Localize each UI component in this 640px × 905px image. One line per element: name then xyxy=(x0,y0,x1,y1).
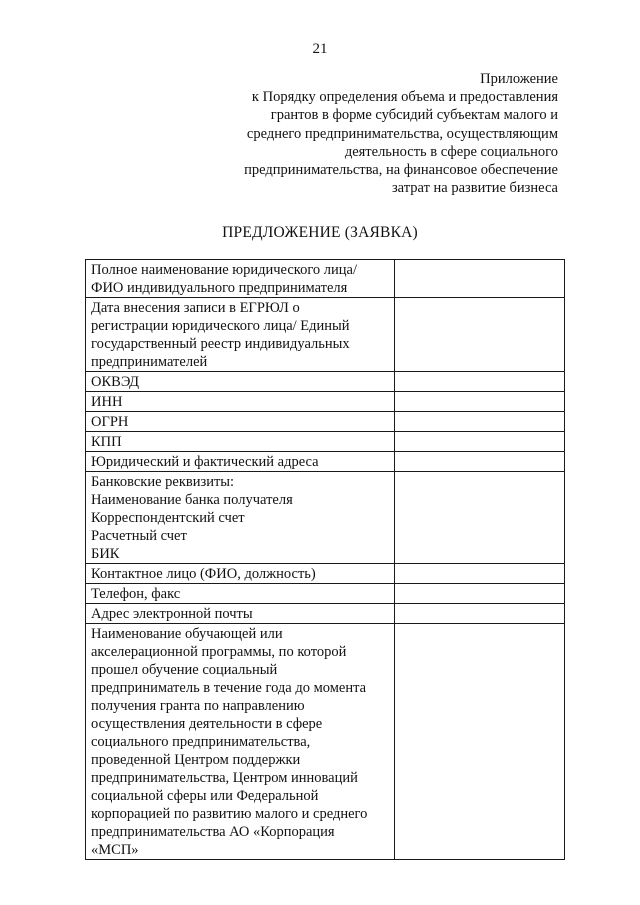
form-field-label-line: социальной сферы или Федеральной xyxy=(91,788,319,804)
form-field-value[interactable] xyxy=(395,298,565,372)
form-field-label-line: ОКВЭД xyxy=(91,374,140,390)
form-field-label-line: регистрации юридического лица/ Единый xyxy=(91,318,350,334)
form-field-label-line: Расчетный счет xyxy=(91,528,187,544)
annex-line: деятельность в сфере социального xyxy=(344,143,558,160)
form-field-value[interactable] xyxy=(395,392,565,412)
form-row xyxy=(86,604,565,624)
form-field-label-line: ИНН xyxy=(91,394,123,410)
form-field-label-line: Дата внесения записи в ЕГРЮЛ о xyxy=(91,300,300,316)
form-field-label-line: БИК xyxy=(91,546,120,562)
form-field-label xyxy=(86,604,395,624)
form-field-label-line: КПП xyxy=(91,434,122,450)
form-field-label xyxy=(86,564,395,584)
form-field-label-line: получения гранта по направлению xyxy=(91,698,305,714)
form-field-label xyxy=(86,452,395,472)
form-field-label xyxy=(86,624,395,860)
form-field-label-line: прошел обучение социальный xyxy=(91,662,278,678)
form-field-label xyxy=(86,584,395,604)
form-row xyxy=(86,372,565,392)
form-field-label-line: Телефон, факс xyxy=(91,586,181,602)
document-title: ПРЕДЛОЖЕНИЕ (ЗАЯВКА) xyxy=(222,224,418,241)
form-field-value[interactable] xyxy=(395,412,565,432)
annex-line: Приложение xyxy=(480,71,558,87)
form-field-label-line: государственный реестр индивидуальных xyxy=(91,336,350,352)
form-field-label-line: проведенной Центром поддержки xyxy=(91,752,301,768)
form-row xyxy=(86,260,565,298)
form-field-value[interactable] xyxy=(395,260,565,298)
form-field-label-line: Банковские реквизиты: xyxy=(91,474,235,490)
form-field-value[interactable] xyxy=(395,584,565,604)
form-field-value[interactable] xyxy=(395,372,565,392)
form-row xyxy=(86,624,565,860)
form-field-label-line: предпринимателей xyxy=(91,354,208,370)
form-field-label-line: Юридический и фактический адреса xyxy=(91,454,319,470)
annex-line: предпринимательства, на финансовое обеспечение xyxy=(244,162,558,179)
form-row xyxy=(86,564,565,584)
form-row xyxy=(86,584,565,604)
form-row xyxy=(86,452,565,472)
form-field-label xyxy=(86,412,395,432)
form-row xyxy=(86,392,565,412)
form-row xyxy=(86,298,565,372)
annex-line: затрат на развитие бизнеса xyxy=(391,180,558,197)
form-field-value[interactable] xyxy=(395,564,565,584)
annex-header xyxy=(138,70,558,197)
form-field-label-line: предпринимательства, Центром инноваций xyxy=(91,770,358,786)
form-field-value[interactable] xyxy=(395,604,565,624)
form-field-label-line: предпринимательства АО «Корпорация xyxy=(91,824,335,840)
form-body xyxy=(86,260,565,860)
form-field-label xyxy=(86,298,395,372)
form-field-label xyxy=(86,260,395,298)
form-field-value[interactable] xyxy=(395,624,565,860)
form-field-value[interactable] xyxy=(395,472,565,564)
annex-line: среднего предпринимательства, осуществляющим xyxy=(246,125,558,142)
form-field-label-line: корпорацией по развитию малого и среднего xyxy=(91,806,368,822)
form-field-label xyxy=(86,392,395,412)
form-field-label-line: осуществления деятельности в сфере xyxy=(91,716,323,732)
form-field-label-line: социального предпринимательства, xyxy=(91,734,311,750)
form-field-label-line: «МСП» xyxy=(91,842,139,858)
form-field-label-line: предприниматель в течение года до момента xyxy=(91,680,367,696)
form-field-label xyxy=(86,432,395,452)
form-field-value[interactable] xyxy=(395,452,565,472)
form-field-label xyxy=(86,472,395,564)
form-field-label-line: Адрес электронной почты xyxy=(91,606,253,622)
form-field-label xyxy=(86,372,395,392)
form-field-label-line: Наименование обучающей или xyxy=(91,626,283,642)
annex-line: грантов в форме субсидий субъектам малого и xyxy=(270,107,558,124)
page-number: 21 xyxy=(312,41,328,57)
form-field-label-line: акселерационной программы, по которой xyxy=(91,644,347,660)
form-row xyxy=(86,472,565,564)
form-field-label-line: Контактное лицо (ФИО, должность) xyxy=(91,566,316,582)
form-field-value[interactable] xyxy=(395,432,565,452)
form-field-label-line: Полное наименование юридического лица/ xyxy=(91,262,358,278)
annex-line: к Порядку определения объема и предоставления xyxy=(251,89,558,106)
application-form-table xyxy=(85,259,565,860)
form-field-label-line: ОГРН xyxy=(91,414,129,430)
form-field-label-line: Корреспондентский счет xyxy=(91,510,245,526)
form-row xyxy=(86,412,565,432)
form-row xyxy=(86,432,565,452)
form-field-label-line: ФИО индивидуального предпринимателя xyxy=(91,280,348,296)
form-field-label-line: Наименование банка получателя xyxy=(91,492,293,508)
